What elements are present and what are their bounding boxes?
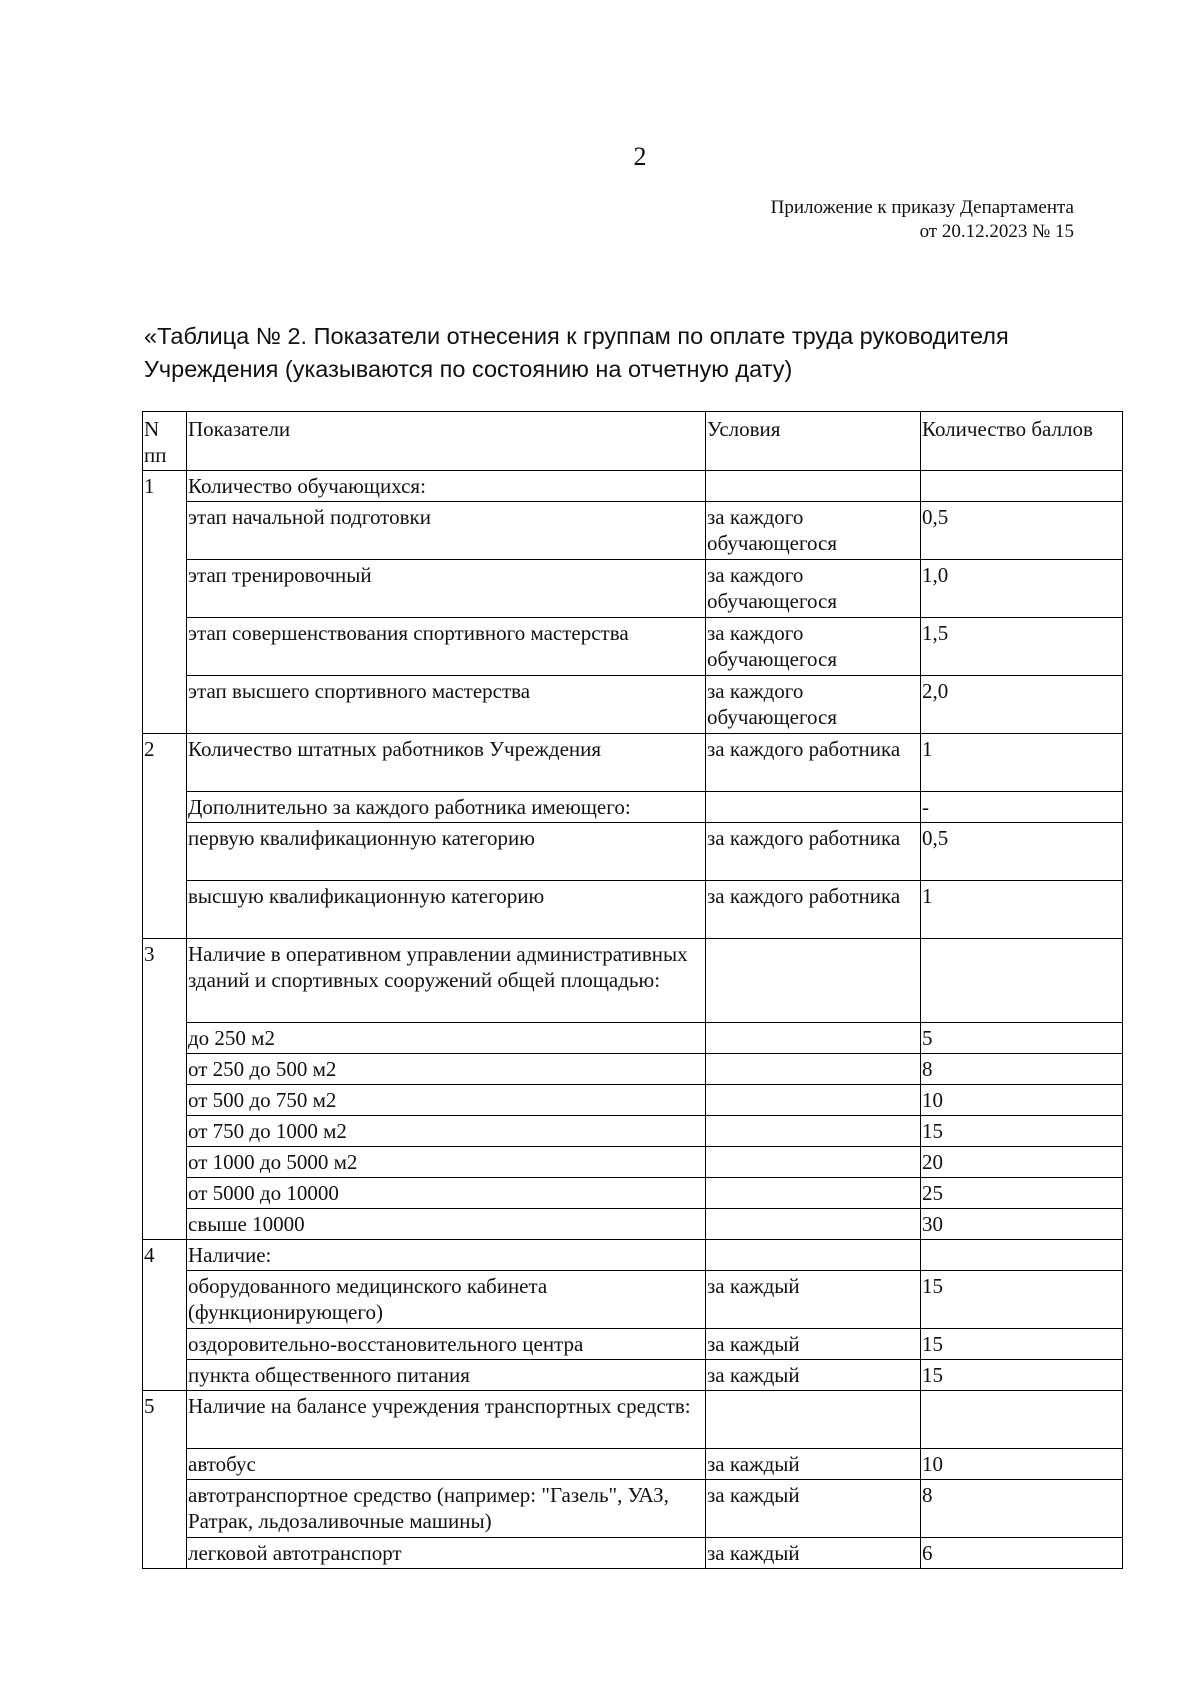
table-title-line-2: Учреждения (указываются по состоянию на отчетную дату)	[144, 356, 793, 382]
row-condition	[706, 1209, 921, 1240]
row-indicator: Количество обучающихся:	[187, 471, 706, 502]
table-row	[143, 676, 1123, 734]
table-title	[144, 320, 1084, 386]
row-indicator: Наличие на балансе учреждения транспортных средств:	[187, 1391, 706, 1449]
row-number: 1	[143, 471, 187, 734]
table-title-line-1: «Таблица № 2. Показатели отнесения к группам по оплате труда руководителя	[144, 323, 1009, 349]
table-row	[143, 1085, 1123, 1116]
table-row	[143, 823, 1123, 881]
row-points: 25	[921, 1178, 1123, 1209]
table-row	[143, 734, 1123, 792]
table-row	[143, 1147, 1123, 1178]
table-row	[143, 1023, 1123, 1054]
table-row	[143, 560, 1123, 618]
table-row	[143, 1480, 1123, 1538]
row-condition: за каждый	[706, 1271, 921, 1329]
table-row	[143, 1271, 1123, 1329]
row-points: 1	[921, 881, 1123, 939]
row-points: 10	[921, 1085, 1123, 1116]
row-condition: за каждого обучающегося	[706, 502, 921, 560]
row-condition	[706, 792, 921, 823]
table-row	[143, 1449, 1123, 1480]
row-points: 10	[921, 1449, 1123, 1480]
row-points	[921, 1391, 1123, 1449]
row-indicator: пункта общественного питания	[187, 1360, 706, 1391]
table-row	[143, 1329, 1123, 1360]
row-indicator: от 500 до 750 м2	[187, 1085, 706, 1116]
row-points	[921, 471, 1123, 502]
row-condition: за каждого работника	[706, 823, 921, 881]
row-condition	[706, 1147, 921, 1178]
row-indicator: автотранспортное средство (например: "Газель", УАЗ, Ратрак, льдозаливочные машины)	[187, 1480, 706, 1538]
row-condition	[706, 1391, 921, 1449]
row-points	[921, 939, 1123, 1023]
row-condition	[706, 1054, 921, 1085]
header-conditions: Условия	[706, 412, 921, 471]
row-points: 0,5	[921, 502, 1123, 560]
row-points: 30	[921, 1209, 1123, 1240]
row-condition	[706, 471, 921, 502]
row-indicator: от 1000 до 5000 м2	[187, 1147, 706, 1178]
header-points: Количество баллов	[921, 412, 1123, 471]
row-indicator: первую квалификационную категорию	[187, 823, 706, 881]
row-points: -	[921, 792, 1123, 823]
row-condition: за каждого обучающегося	[706, 676, 921, 734]
row-indicator: Наличие в оперативном управлении административных зданий и спортивных сооружений общей площадью:	[187, 939, 706, 1023]
row-condition: за каждого работника	[706, 734, 921, 792]
row-indicator: от 750 до 1000 м2	[187, 1116, 706, 1147]
table-row	[143, 1054, 1123, 1085]
table-row	[143, 502, 1123, 560]
row-indicator: оборудованного медицинского кабинета (функционирующего)	[187, 1271, 706, 1329]
header-indicators: Показатели	[187, 412, 706, 471]
table-row	[143, 881, 1123, 939]
table-row	[143, 1209, 1123, 1240]
row-condition	[706, 1240, 921, 1271]
row-indicator: легковой автотранспорт	[187, 1538, 706, 1569]
row-condition: за каждый	[706, 1360, 921, 1391]
row-indicator: этап высшего спортивного мастерства	[187, 676, 706, 734]
row-indicator: от 5000 до 10000	[187, 1178, 706, 1209]
row-indicator: Дополнительно за каждого работника имеющего:	[187, 792, 706, 823]
row-points: 2,0	[921, 676, 1123, 734]
table-row	[143, 1116, 1123, 1147]
page-number: 2	[633, 142, 647, 171]
row-condition	[706, 1085, 921, 1116]
row-points: 0,5	[921, 823, 1123, 881]
row-points	[921, 1240, 1123, 1271]
row-indicator: Количество штатных работников Учреждения	[187, 734, 706, 792]
row-condition: за каждый	[706, 1538, 921, 1569]
table-row	[143, 1178, 1123, 1209]
row-indicator: до 250 м2	[187, 1023, 706, 1054]
row-points: 1	[921, 734, 1123, 792]
indicators-table	[142, 411, 1123, 1569]
row-condition	[706, 939, 921, 1023]
row-condition: за каждого обучающегося	[706, 560, 921, 618]
row-indicator: оздоровительно-восстановительного центра	[187, 1329, 706, 1360]
row-points: 20	[921, 1147, 1123, 1178]
row-points: 15	[921, 1329, 1123, 1360]
row-condition	[706, 1178, 921, 1209]
row-number: 5	[143, 1391, 187, 1569]
row-condition	[706, 1116, 921, 1147]
row-condition: за каждый	[706, 1480, 921, 1538]
row-indicator: свыше 10000	[187, 1209, 706, 1240]
table-row	[143, 939, 1123, 1023]
row-points: 1,5	[921, 618, 1123, 676]
row-indicator: Наличие:	[187, 1240, 706, 1271]
row-indicator: этап совершенствования спортивного мастерства	[187, 618, 706, 676]
row-indicator: от 250 до 500 м2	[187, 1054, 706, 1085]
row-points: 5	[921, 1023, 1123, 1054]
table-row	[143, 1538, 1123, 1569]
table-row	[143, 1360, 1123, 1391]
row-points: 1,0	[921, 560, 1123, 618]
row-condition: за каждого работника	[706, 881, 921, 939]
appendix-line-2: от 20.12.2023 № 15	[919, 221, 1074, 242]
row-number: 4	[143, 1240, 187, 1391]
row-indicator: этап начальной подготовки	[187, 502, 706, 560]
row-condition: за каждый	[706, 1329, 921, 1360]
table-row	[143, 471, 1123, 502]
row-points: 15	[921, 1271, 1123, 1329]
table-row	[143, 792, 1123, 823]
row-points: 8	[921, 1480, 1123, 1538]
row-condition: за каждый	[706, 1449, 921, 1480]
row-indicator: этап тренировочный	[187, 560, 706, 618]
row-condition	[706, 1023, 921, 1054]
row-number: 2	[143, 734, 187, 939]
appendix-note	[771, 196, 1074, 244]
appendix-line-1: Приложение к приказу Департамента	[770, 197, 1074, 218]
row-points: 6	[921, 1538, 1123, 1569]
table-header-row	[143, 412, 1123, 471]
row-points: 15	[921, 1116, 1123, 1147]
row-condition: за каждого обучающегося	[706, 618, 921, 676]
table-row	[143, 618, 1123, 676]
table-row	[143, 1391, 1123, 1449]
row-indicator: автобус	[187, 1449, 706, 1480]
row-indicator: высшую квалификационную категорию	[187, 881, 706, 939]
row-number: 3	[143, 939, 187, 1240]
row-points: 8	[921, 1054, 1123, 1085]
header-number: N пп	[143, 412, 187, 471]
row-points: 15	[921, 1360, 1123, 1391]
table-row	[143, 1240, 1123, 1271]
